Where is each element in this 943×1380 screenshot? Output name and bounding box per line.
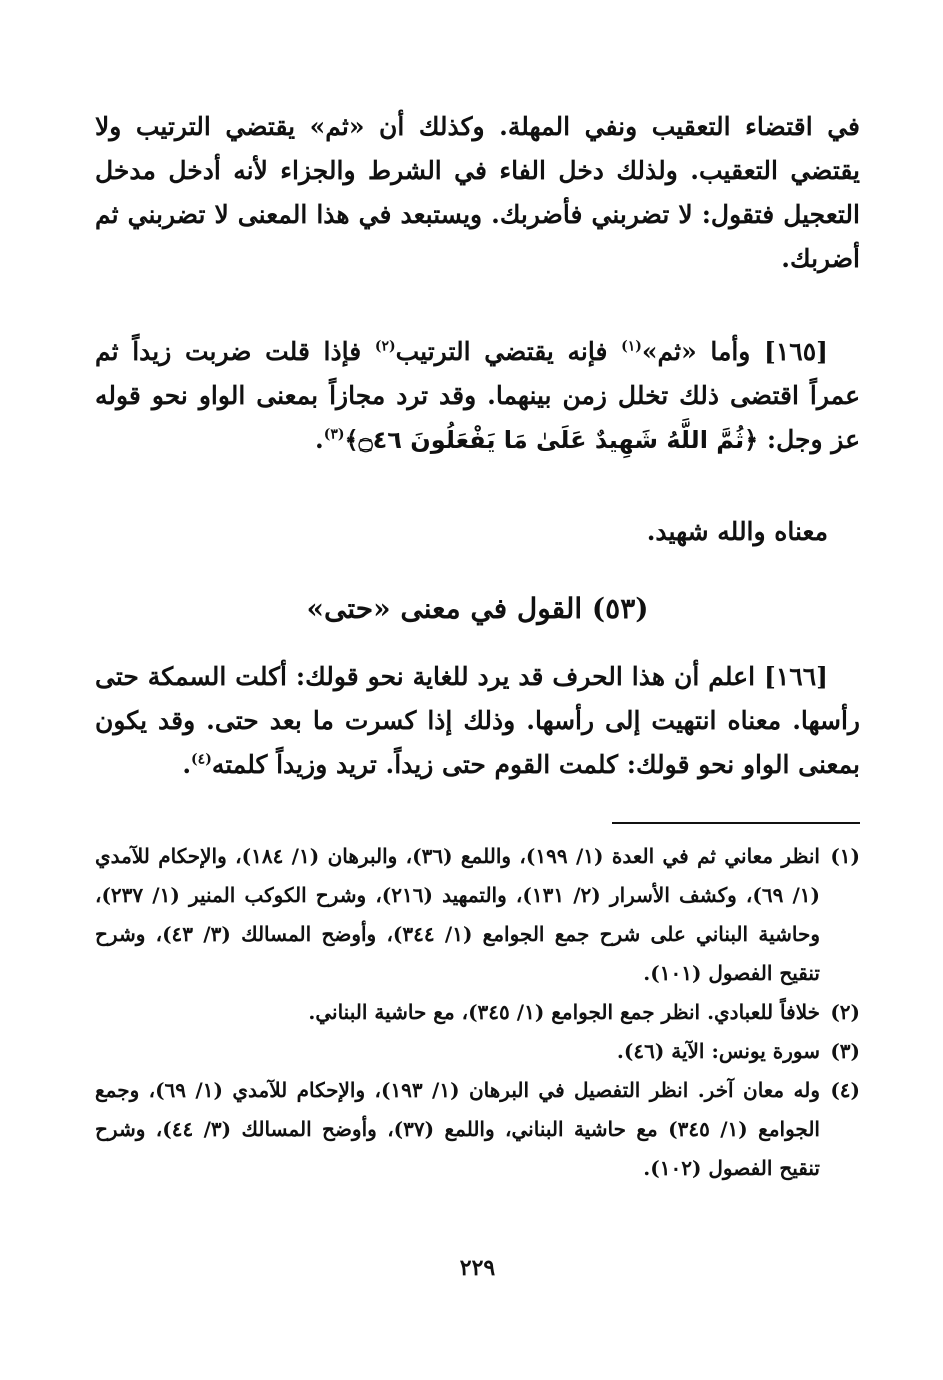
footnote-3 xyxy=(95,1032,860,1071)
paragraph-end-mark: . xyxy=(182,750,192,779)
paragraph-text: فإنه يقتضي الترتيب xyxy=(395,337,608,366)
footnote-text: انظر معاني ثم في العدة (١/ ١٩٩)، واللمع (٣٦)، والبرهان (١/ ١٨٤)، والإحكام للآمدي (١/ ٦٩)، وكشف الأسرار (٢/ ١٣١)، والتمهيد (٢١٦)، وشرح الكوكب المنير (١/ ٢٣٧)، وحاشية البناني على شرح جمع الجوامع (١/ ٣٤٤)، وأوضح المسالك (٣/ ٤٣)، وشرح تنقيح الفصول (١٠١). xyxy=(95,844,821,985)
paragraph-text: وأما «ثم» xyxy=(641,337,751,366)
paragraph-end-mark: . xyxy=(315,425,324,454)
footnote-ref-3[interactable]: (٣) xyxy=(323,426,345,443)
paragraph-165 xyxy=(95,330,860,462)
footnote-text: سورة يونس: الآية (٤٦). xyxy=(616,1039,820,1063)
footnote-marker: (٢) xyxy=(830,1000,860,1024)
footnote-1 xyxy=(95,837,860,993)
paragraph-continuation: في اقتضاء التعقيب ونفي المهلة. وكذلك أن «ثم» يقتضي الترتيب ولا يقتضي التعقيب. ولذلك دخل الفاء في الشرط والجزاء لأنه أدخل مدخل التعجيل فتقول: لا تضربني فأضربك. ويستبعد في هذا المعنى لا تضربني ثم أضربك. xyxy=(95,112,860,273)
footnotes xyxy=(95,837,860,1188)
paragraph-text: اعلم أن هذا الحرف قد يرد للغاية نحو قولك: أكلت السمكة حتى رأسها. معناه انتهيت إلى رأسها. وذلك إذا كسرت ما بعد حتى. وقد يكون بمعنى الواو نحو قولك: كلمت القوم حتى زيداً. تريد وزيداً كلمته xyxy=(95,662,860,779)
paragraph-number: [١٦٥] xyxy=(764,337,828,366)
paragraph-text: فإذا قلت ضربت زيداً ثم عمراً اقتضى ذلك تخلل زمن بينهما. وقد ترد مجازاً بمعنى الواو نحو قوله عز وجل: xyxy=(95,337,860,454)
paragraph-number: [١٦٦] xyxy=(764,662,828,691)
footnote-ref-1[interactable]: (١) xyxy=(621,338,642,355)
footnote-marker: (١) xyxy=(830,844,860,868)
quran-verse: ﴿ثُمَّ اللَّهُ شَهِيدٌ عَلَىٰ مَا يَفْعَلُونَ ۝٤٦﴾ xyxy=(344,426,759,454)
footnote-ref-2[interactable]: (٢) xyxy=(374,338,396,355)
footnote-marker: (٤) xyxy=(830,1078,860,1102)
footnote-marker: (٣) xyxy=(830,1039,860,1063)
paragraph-meaning xyxy=(95,510,860,554)
section-heading: (٥٣) القول في معنى «حتى» xyxy=(306,592,649,625)
footnote-2 xyxy=(95,993,860,1032)
footnote-separator xyxy=(612,822,860,824)
footnote-text: خلافاً للعبادي. انظر جمع الجوامع (١/ ٣٤٥)، مع حاشية البناني. xyxy=(308,1000,820,1024)
footnote-ref-4[interactable]: (٤) xyxy=(191,751,212,768)
footnote-4 xyxy=(95,1071,860,1188)
paragraph-text: معناه والله شهيد. xyxy=(646,517,828,546)
footnote-text: وله معان آخر. انظر التفصيل في البرهان (١/ ١٩٣)، والإحكام للآمدي (١/ ٦٩)، وجمع الجوامع (١/ ٣٤٥) مع حاشية البناني، واللمع (٣٧)، وأوضح المسالك (٣/ ٤٤)، وشرح تنقيح الفصول (١٠٢). xyxy=(95,1078,821,1180)
page-number: ٢٢٩ xyxy=(459,1255,496,1281)
book-page xyxy=(95,105,860,1305)
paragraph-166 xyxy=(95,655,860,787)
